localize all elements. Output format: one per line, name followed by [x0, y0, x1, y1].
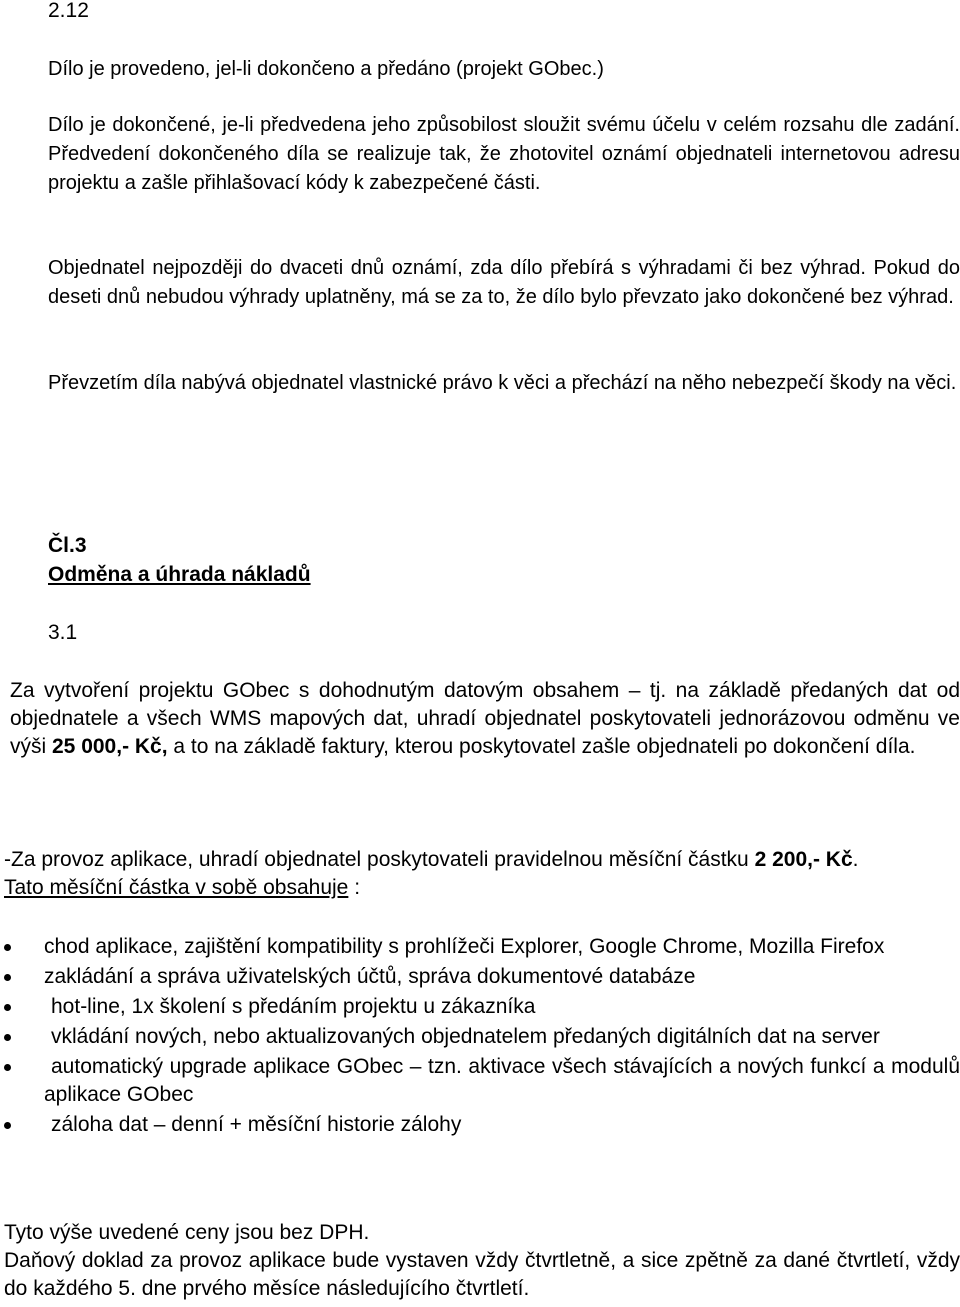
- includes-colon: :: [348, 876, 361, 899]
- includes-label: Tato měsíční částka v sobě obsahuje: [4, 876, 349, 899]
- list-item: [4, 933, 960, 961]
- bullet-icon: [4, 944, 11, 951]
- footer-notes: [4, 1219, 960, 1303]
- paragraph-text: Objednatel nejpozději do dvaceti dnů oznámí, zda dílo přebírá s výhradami či bez výhrad. Pokud do deseti dnů nebudou výhrady uplatněny, má se za to, že dílo bylo převzato jako dokončené bez výhrad.: [48, 257, 960, 308]
- list-item: [4, 963, 960, 991]
- included-services-list: [4, 933, 960, 1139]
- list-item-text: hot-line, 1x školení s předáním projektu u zákazníka: [51, 995, 536, 1018]
- paragraph-text: Dílo je dokončené, je-li předvedena jeho způsobilost sloužit svému účelu v celém rozsahu dle zadání. Předvedení dokončeného díla se realizuje tak, že zhotovitel oznámí objednateli internetovou adresu projektu a zašle přihlašovací kódy k zabezpečené části.: [48, 114, 960, 194]
- list-item-text: chod aplikace, zajištění kompatibility s prohlížeči Explorer, Google Chrome, Mozilla Firefox: [44, 935, 885, 958]
- subsection-number: 3.1: [48, 621, 78, 644]
- monthly-amount: 2 200,- Kč: [754, 848, 853, 871]
- list-item-text: vkládání nových, nebo aktualizovaných objednatelem předaných digitálních dat na server: [51, 1025, 880, 1048]
- one-time-amount: 25 000,- Kč,: [52, 735, 168, 758]
- list-item: [4, 1023, 960, 1051]
- includes-line: [4, 874, 960, 902]
- payment-paragraph-2: [4, 846, 960, 902]
- payment-paragraph-1: [4, 677, 960, 761]
- section-number: 2.12: [48, 0, 89, 22]
- bullet-icon: [4, 1034, 11, 1041]
- list-item-text: zakládání a správa uživatelských účtů, správa dokumentové databáze: [44, 965, 696, 988]
- section-paragraph-2: [48, 111, 960, 198]
- article-title: Odměna a úhrada nákladů: [48, 563, 311, 586]
- section-paragraph-4: [48, 369, 960, 398]
- invoice-note: Daňový doklad za provoz aplikace bude vystaven vždy čtvrtletně, a sice zpětně za dané čtvrtletí, vždy do každého 5. dne prvého měsíce následujícího čtvrtletí.: [4, 1249, 960, 1300]
- section-paragraph-3: [48, 254, 960, 312]
- list-item: [4, 1111, 960, 1139]
- list-item: [4, 993, 960, 1021]
- text-part: -Za provoz aplikace, uhradí objednatel poskytovateli pravidelnou měsíční částku: [4, 848, 755, 871]
- price-note: Tyto výše uvedené ceny jsou bez DPH.: [4, 1221, 370, 1244]
- article-number: Čl.3: [48, 534, 87, 557]
- list-item: [4, 1053, 960, 1109]
- bullet-icon: [4, 974, 11, 981]
- paragraph-text: [4, 846, 960, 874]
- paragraph-text: [4, 677, 960, 761]
- paragraph-text: Převzetím díla nabývá objednatel vlastnické právo k věci a přechází na něho nebezpečí škody na věci.: [48, 372, 957, 394]
- text-part: .: [852, 848, 859, 871]
- text-part: Za vytvoření projektu GObec s dohodnutým datovým obsahem – tj. na základě předaných dat od objednatele a všech WMS mapových dat, uhradí objednatel poskytovateli jednorázovou odměnu ve výši: [10, 679, 960, 758]
- text-part: a to na základě faktury, kterou poskytovatel zašle objednateli po dokončení díla.: [167, 735, 916, 758]
- list-item-text: záloha dat – denní + měsíční historie zálohy: [51, 1113, 462, 1136]
- paragraph-text: Dílo je provedeno, jel-li dokončeno a předáno (projekt GObec.): [48, 58, 604, 80]
- bullet-icon: [4, 1064, 11, 1071]
- section-paragraph-1: [48, 55, 960, 84]
- bullet-icon: [4, 1122, 11, 1129]
- bullet-icon: [4, 1004, 11, 1011]
- list-item-text: automatický upgrade aplikace GObec – tzn. aktivace všech stávajících a nových funkcí a modulů aplikace GObec: [44, 1055, 960, 1106]
